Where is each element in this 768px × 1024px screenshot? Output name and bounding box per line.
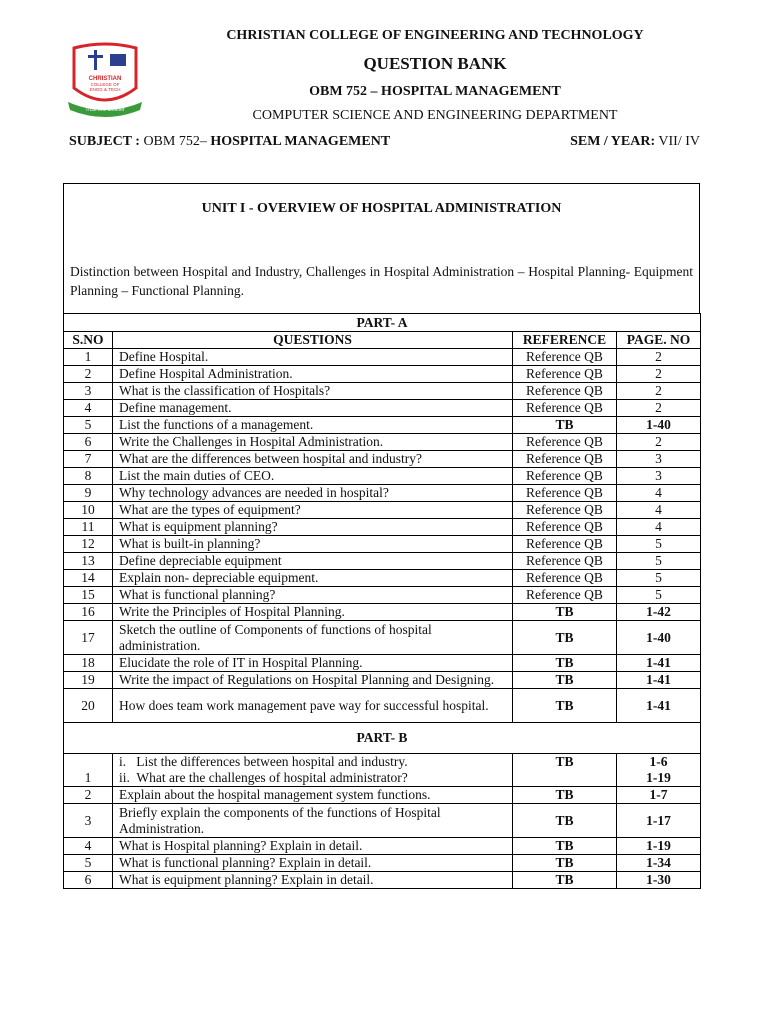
row-page: 4	[616, 485, 700, 502]
table-row	[64, 400, 701, 417]
col-page: PAGE. NO	[616, 332, 700, 349]
row-sno: 12	[64, 536, 113, 553]
row-sno: 1	[64, 349, 113, 366]
row-question: List the functions of a management.	[113, 417, 513, 434]
part-b-label: PART- B	[64, 723, 701, 754]
page-ii: 1-19	[646, 770, 671, 785]
part-a-header-row	[64, 314, 701, 332]
row-question: Write the Principles of Hospital Planning.	[113, 604, 513, 621]
row-sno: 6	[64, 434, 113, 451]
table-row	[64, 604, 701, 621]
table-row	[64, 485, 701, 502]
row-reference: Reference QB	[512, 553, 616, 570]
table-row	[64, 672, 701, 689]
row-page: 1-41	[616, 689, 700, 723]
row-reference: TB	[512, 417, 616, 434]
row-sno: 4	[64, 838, 113, 855]
row-reference: TB	[512, 621, 616, 655]
subject-code: OBM 752–	[143, 134, 207, 149]
row-page: 1-34	[616, 855, 700, 872]
column-header-row	[64, 332, 701, 349]
question-table	[63, 313, 701, 889]
row-sno: 18	[64, 655, 113, 672]
row-reference: Reference QB	[512, 502, 616, 519]
row-page: 1-40	[616, 621, 700, 655]
logo-ribbon: Trust one another	[85, 107, 125, 113]
row-sno: 7	[64, 451, 113, 468]
row-reference: Reference QB	[512, 383, 616, 400]
college-name: CHRISTIAN COLLEGE OF ENGINEERING AND TECHNOLOGY	[226, 28, 644, 43]
row-page: 4	[616, 519, 700, 536]
row-page: 2	[616, 383, 700, 400]
row-question: How does team work management pave way for successful hospital.	[113, 689, 513, 723]
row-question: Define Hospital Administration.	[113, 366, 513, 383]
row-sno: 14	[64, 570, 113, 587]
row-sno: 2	[64, 366, 113, 383]
page-i: 1-6	[649, 754, 668, 769]
row-reference: Reference QB	[512, 400, 616, 417]
row-question: What are the types of equipment?	[113, 502, 513, 519]
table-row	[64, 536, 701, 553]
sub-question-ii: ii. What are the challenges of hospital administrator?	[119, 770, 408, 785]
row-page: 1-17	[616, 804, 700, 838]
row-reference: Reference QB	[512, 485, 616, 502]
row-sno: 3	[64, 383, 113, 400]
table-row	[64, 417, 701, 434]
table-row	[64, 502, 701, 519]
page-title: QUESTION BANK	[363, 54, 507, 73]
row-question: What is functional planning?	[113, 587, 513, 604]
sub-question-i: i. List the differences between hospital and industry.	[119, 754, 408, 769]
table-row	[64, 787, 701, 804]
table-row	[64, 468, 701, 485]
row-question: What is the classification of Hospitals?	[113, 383, 513, 400]
table-row	[64, 872, 701, 889]
row-question: What is Hospital planning? Explain in detail.	[113, 838, 513, 855]
row-reference: Reference QB	[512, 366, 616, 383]
table-row	[64, 366, 701, 383]
row-page: 2	[616, 434, 700, 451]
table-row	[64, 519, 701, 536]
row-page: 2	[616, 400, 700, 417]
row-question: List the main duties of CEO.	[113, 468, 513, 485]
row-page: 2	[616, 366, 700, 383]
row-reference: Reference QB	[512, 570, 616, 587]
row-page: 5	[616, 570, 700, 587]
logo-line-1: CHRISTIAN	[88, 76, 122, 82]
row-question: What is built-in planning?	[113, 536, 513, 553]
part-b-header-row	[64, 723, 701, 754]
table-row	[64, 434, 701, 451]
row-page: 3	[616, 468, 700, 485]
table-row	[64, 383, 701, 400]
row-reference: Reference QB	[512, 468, 616, 485]
table-row	[64, 553, 701, 570]
table-row	[64, 451, 701, 468]
subject-line	[69, 134, 390, 150]
row-question: Why technology advances are needed in hospital?	[113, 485, 513, 502]
row-sno: 9	[64, 485, 113, 502]
sem-year	[570, 134, 700, 150]
row-page: 1-40	[616, 417, 700, 434]
row-page: 4	[616, 502, 700, 519]
college-logo	[66, 40, 144, 120]
row-page: 1-41	[616, 672, 700, 689]
row-page: 1-42	[616, 604, 700, 621]
row-reference: TB	[512, 604, 616, 621]
row-sno: 5	[64, 417, 113, 434]
row-reference: Reference QB	[512, 349, 616, 366]
row-question: Define depreciable equipment	[113, 553, 513, 570]
row-question: Sketch the outline of Components of functions of hospital administration.	[113, 621, 513, 655]
table-row	[64, 349, 701, 366]
row-reference: Reference QB	[512, 451, 616, 468]
row-page	[616, 754, 700, 787]
row-sno: 1	[64, 754, 113, 787]
row-question: What is functional planning? Explain in detail.	[113, 855, 513, 872]
table-row	[64, 587, 701, 604]
row-reference: TB	[512, 855, 616, 872]
row-page: 2	[616, 349, 700, 366]
subject-name: HOSPITAL MANAGEMENT	[210, 134, 391, 149]
table-row	[64, 655, 701, 672]
table-row	[64, 804, 701, 838]
row-reference: Reference QB	[512, 434, 616, 451]
row-sno: 10	[64, 502, 113, 519]
row-reference: TB	[512, 689, 616, 723]
row-sno: 5	[64, 855, 113, 872]
row-question: Elucidate the role of IT in Hospital Planning.	[113, 655, 513, 672]
sem-value: VII/ IV	[658, 134, 700, 149]
unit-box	[63, 183, 700, 313]
row-reference: TB	[512, 872, 616, 889]
col-sno: S.NO	[64, 332, 113, 349]
row-page: 1-41	[616, 655, 700, 672]
row-reference: Reference QB	[512, 587, 616, 604]
row-page: 5	[616, 536, 700, 553]
row-reference: TB	[512, 787, 616, 804]
row-reference: TB	[512, 655, 616, 672]
row-sno: 15	[64, 587, 113, 604]
logo-line-3: ENGG & TECH	[89, 87, 121, 92]
row-page: 1-30	[616, 872, 700, 889]
row-question: Write the Challenges in Hospital Administration.	[113, 434, 513, 451]
row-page: 3	[616, 451, 700, 468]
row-sno: 19	[64, 672, 113, 689]
row-sno: 11	[64, 519, 113, 536]
course-title: OBM 752 – HOSPITAL MANAGEMENT	[309, 84, 561, 99]
row-question: Briefly explain the components of the functions of Hospital Administration.	[113, 804, 513, 838]
row-reference: TB	[512, 804, 616, 838]
table-row	[64, 689, 701, 723]
table-row	[64, 855, 701, 872]
table-row	[64, 754, 701, 787]
row-page: 1-7	[616, 787, 700, 804]
row-reference: TB	[512, 672, 616, 689]
unit-description: Distinction between Hospital and Industry, Challenges in Hospital Administration – Hospital Planning- Equipment Planning – Functional Planning.	[70, 264, 693, 298]
unit-title: UNIT I - OVERVIEW OF HOSPITAL ADMINISTRATION	[201, 201, 562, 216]
table-row	[64, 621, 701, 655]
row-question: What is equipment planning? Explain in detail.	[113, 872, 513, 889]
row-sno: 17	[64, 621, 113, 655]
row-page: 5	[616, 587, 700, 604]
row-question: Explain about the hospital management system functions.	[113, 787, 513, 804]
logo-line-2: COLLEGE OF	[90, 82, 120, 87]
row-question: Write the impact of Regulations on Hospital Planning and Designing.	[113, 672, 513, 689]
row-question: Define Hospital.	[113, 349, 513, 366]
row-sno: 2	[64, 787, 113, 804]
row-sno: 20	[64, 689, 113, 723]
row-page: 1-19	[616, 838, 700, 855]
row-sno: 4	[64, 400, 113, 417]
row-question: Define management.	[113, 400, 513, 417]
row-reference: TB	[512, 838, 616, 855]
table-row	[64, 838, 701, 855]
row-page: 5	[616, 553, 700, 570]
subject-label: SUBJECT :	[69, 134, 140, 149]
department-name: COMPUTER SCIENCE AND ENGINEERING DEPARTMENT	[252, 108, 618, 123]
col-reference: REFERENCE	[512, 332, 616, 349]
row-sno: 13	[64, 553, 113, 570]
row-sno: 6	[64, 872, 113, 889]
col-questions: QUESTIONS	[113, 332, 513, 349]
row-question: Explain non- depreciable equipment.	[113, 570, 513, 587]
row-reference: Reference QB	[512, 519, 616, 536]
row-reference: TB	[512, 754, 616, 787]
row-sno: 8	[64, 468, 113, 485]
row-sno: 16	[64, 604, 113, 621]
row-question: What are the differences between hospital and industry?	[113, 451, 513, 468]
table-row	[64, 570, 701, 587]
row-question: What is equipment planning?	[113, 519, 513, 536]
part-a-label: PART- A	[64, 314, 701, 332]
sem-label: SEM / YEAR:	[570, 134, 656, 149]
row-question	[113, 754, 513, 787]
row-sno: 3	[64, 804, 113, 838]
row-reference: Reference QB	[512, 536, 616, 553]
